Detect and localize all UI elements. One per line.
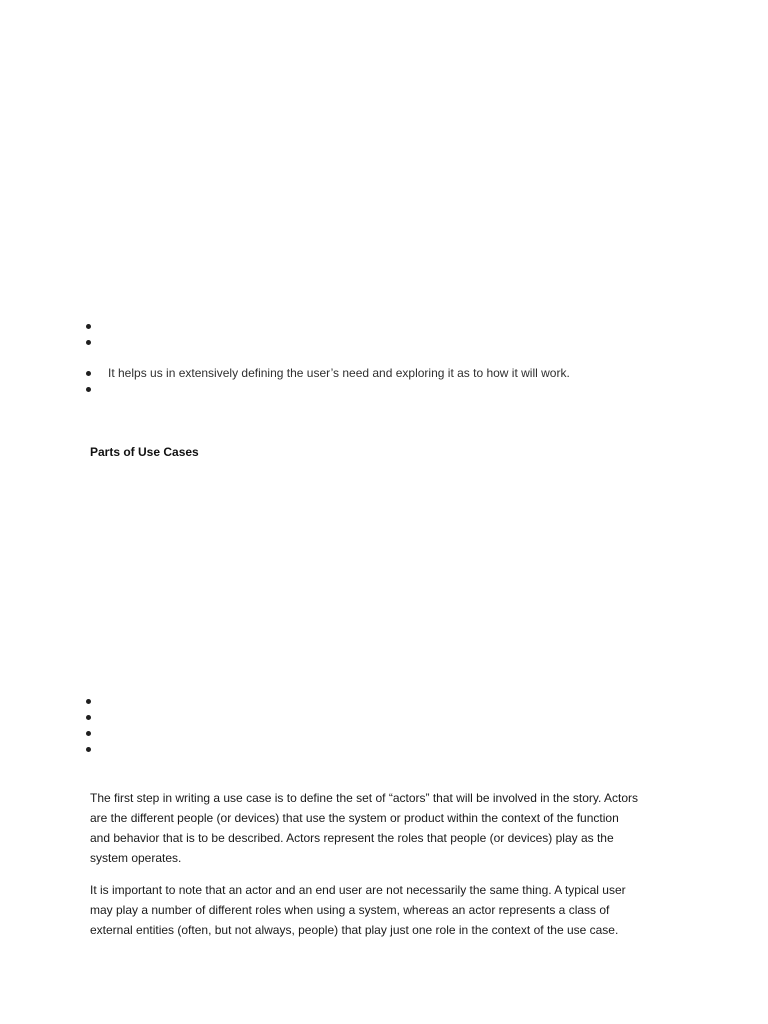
bullet-icon bbox=[86, 387, 91, 392]
paragraph-line: external entities (often, but not always, people) that play just one role in the context of the use case. bbox=[90, 923, 619, 937]
bullet-list-bottom bbox=[84, 693, 704, 757]
paragraph-actors-definition bbox=[90, 788, 690, 868]
paragraph-line: It is important to note that an actor and an end user are not necessarily the same thing. A typical user bbox=[90, 883, 626, 897]
paragraph-line: and behavior that is to be described. Actors represent the roles that people (or devices) play as the bbox=[90, 831, 614, 845]
paragraph-line: may play a number of different roles when using a system, whereas an actor represents a class of bbox=[90, 903, 610, 917]
list-item bbox=[84, 709, 704, 725]
bullet-icon bbox=[86, 747, 91, 752]
bullet-icon bbox=[86, 324, 91, 329]
list-item bbox=[84, 693, 704, 709]
bullet-icon bbox=[86, 731, 91, 736]
list-item bbox=[84, 334, 704, 350]
bullet-icon bbox=[86, 371, 91, 376]
list-item bbox=[84, 318, 704, 334]
bullet-icon bbox=[86, 699, 91, 704]
paragraph-line: The first step in writing a use case is to define the set of “actors” that will be involved in the story. Actors bbox=[90, 791, 639, 805]
list-item bbox=[84, 741, 704, 757]
list-item bbox=[84, 725, 704, 741]
bullet-icon bbox=[86, 715, 91, 720]
paragraph-actor-vs-user bbox=[90, 880, 690, 940]
paragraph-line: system operates. bbox=[90, 851, 182, 865]
bullet-list-top bbox=[84, 318, 704, 350]
list-item bbox=[84, 365, 704, 381]
list-item bbox=[84, 381, 704, 397]
bullet-list-middle bbox=[84, 365, 704, 397]
list-item-text: It helps us in extensively defining the user’s need and exploring it as to how it will work. bbox=[108, 366, 570, 380]
bullet-icon bbox=[86, 340, 91, 345]
paragraph-line: are the different people (or devices) that use the system or product within the context of the function bbox=[90, 811, 619, 825]
section-heading: Parts of Use Cases bbox=[90, 445, 199, 459]
